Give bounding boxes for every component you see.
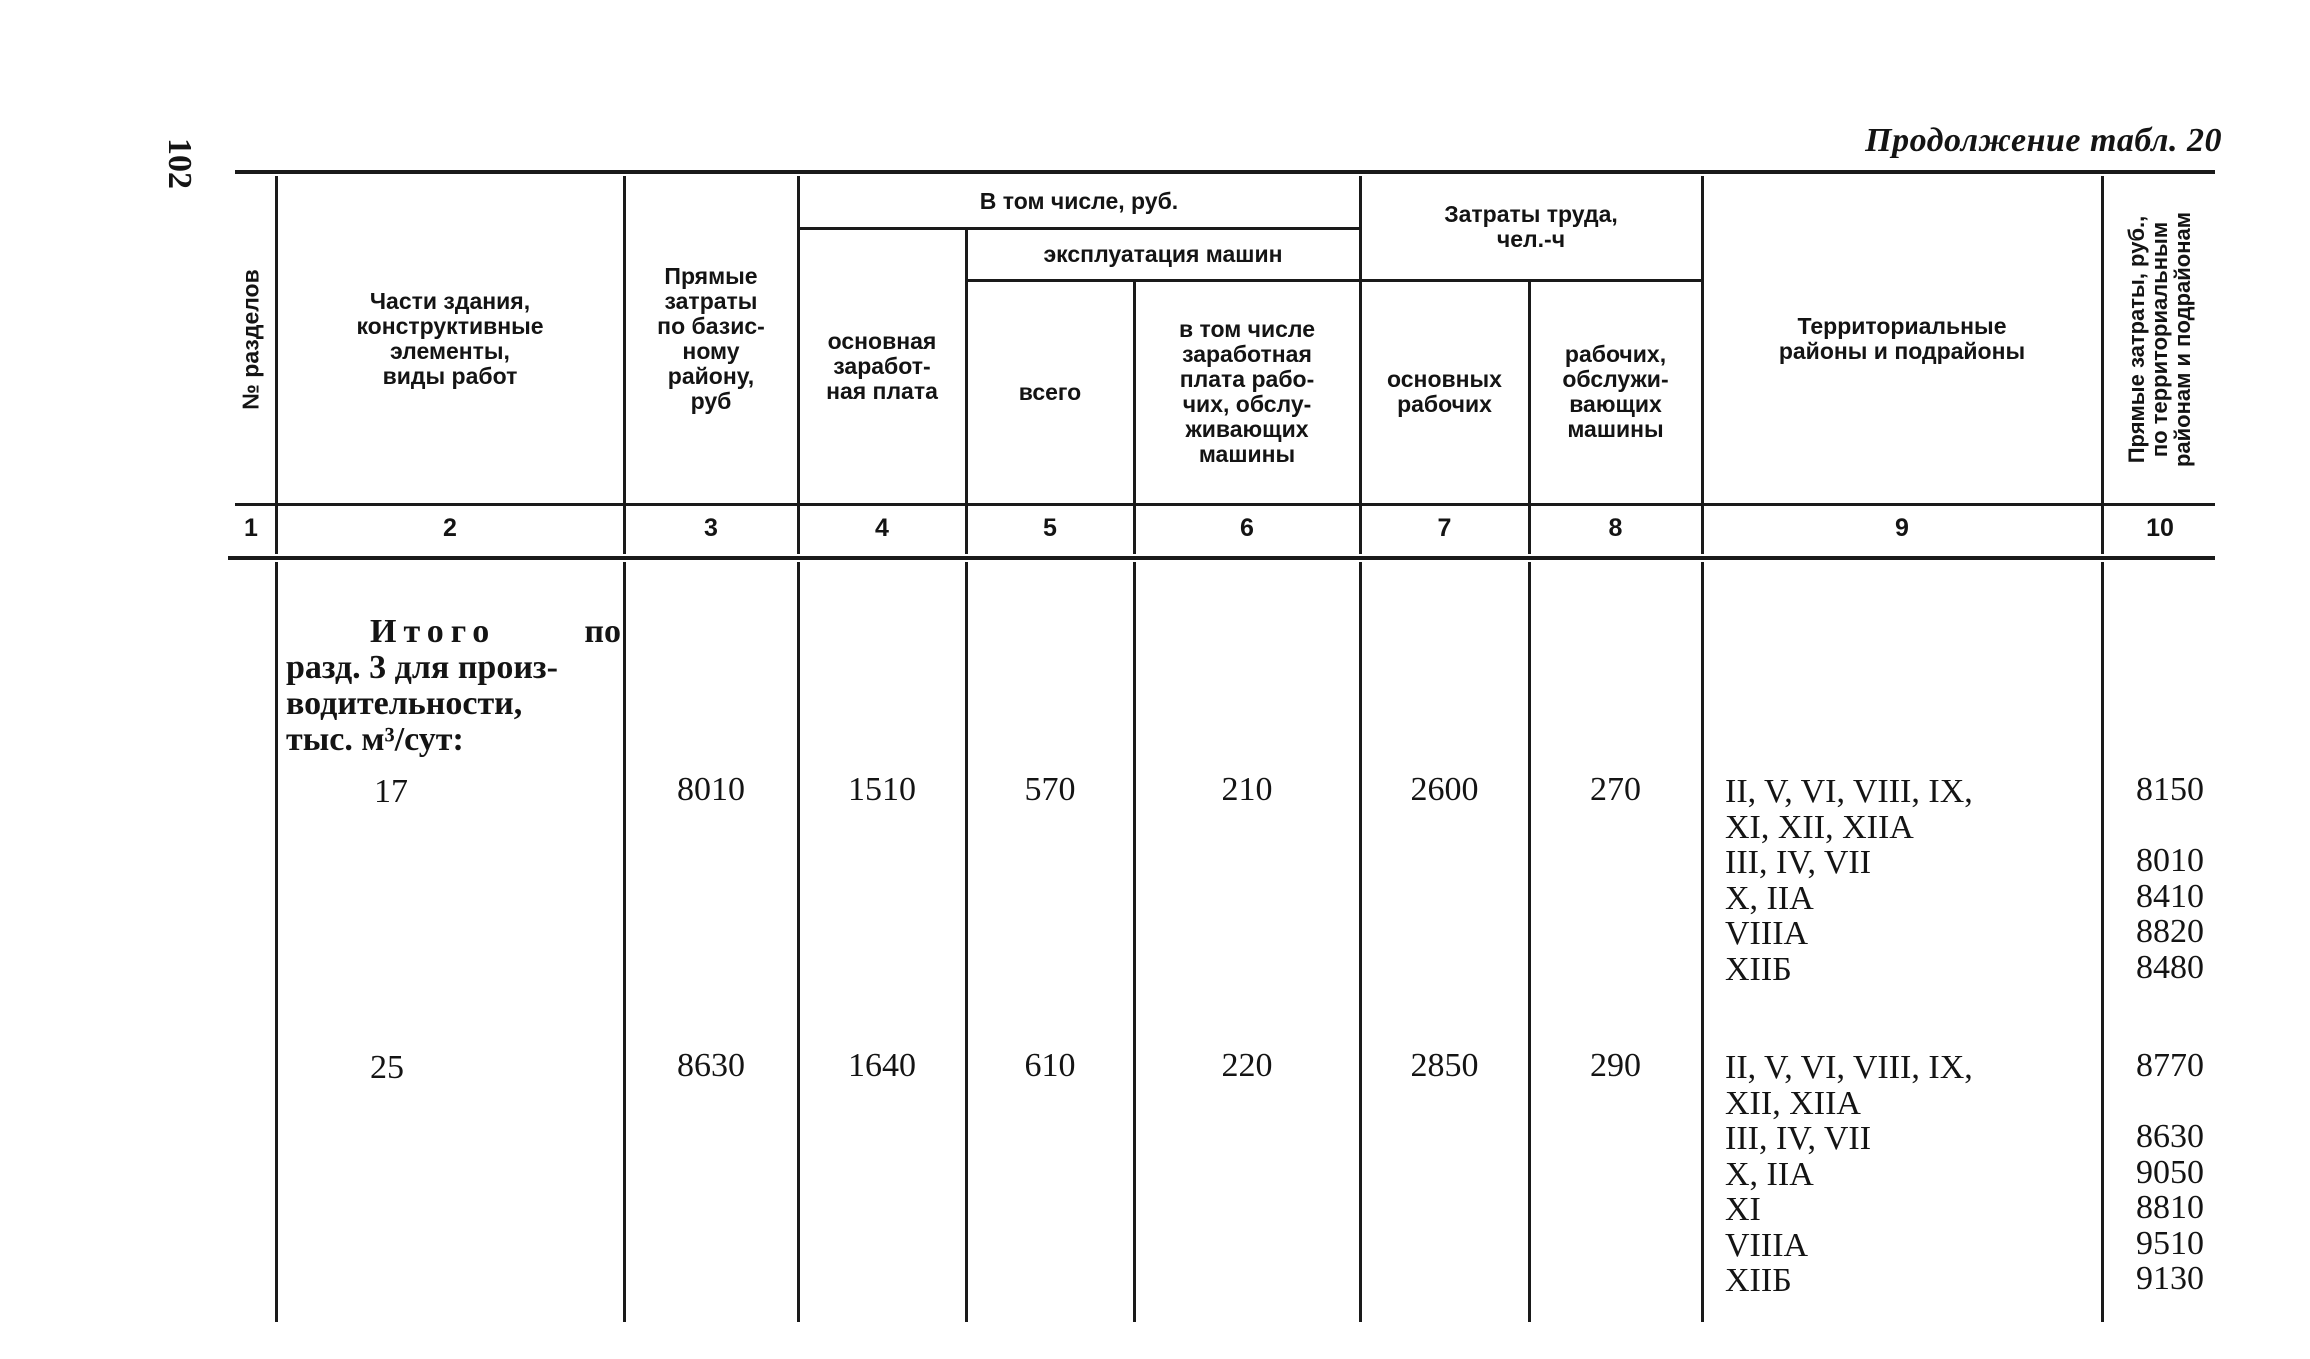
section-title-po: по bbox=[584, 613, 621, 650]
row2-region-costs: 8770 8630 9050 8810 9510 9130 bbox=[2136, 1047, 2204, 1297]
body-divider-7-8 bbox=[1528, 562, 1531, 1322]
header-col4: основная заработ- ная плата bbox=[826, 327, 938, 404]
header-col3: Прямые затраты по базис- ному району, руб bbox=[657, 263, 765, 414]
body-divider-3-4 bbox=[797, 562, 800, 1322]
colnum-5: 5 bbox=[1043, 514, 1057, 542]
section-title-rest: разд. 3 для произ- водительности, тыс. м³/сут: bbox=[286, 649, 558, 758]
col-divider-8-9 bbox=[1701, 176, 1704, 554]
colnum-bottom-rule bbox=[228, 556, 2215, 560]
header-col10-wrapper bbox=[2105, 176, 2215, 502]
header-group-machines: эксплуатация машин bbox=[1043, 240, 1283, 267]
colnum-2: 2 bbox=[443, 514, 457, 542]
col-divider-2-3 bbox=[623, 176, 626, 554]
row2-capacity: 25 bbox=[370, 1049, 404, 1086]
row2-direct-cost: 8630 bbox=[677, 1047, 745, 1084]
col-divider-9-10 bbox=[2101, 176, 2104, 554]
body-divider-4-5 bbox=[965, 562, 968, 1322]
row1-labor-main: 2600 bbox=[1410, 771, 1479, 808]
page-number: 102 bbox=[161, 138, 198, 189]
header-col6: в том числе заработная плата рабо- чих, обслу- живающих машины bbox=[1178, 316, 1316, 467]
row2-labor-main: 2850 bbox=[1410, 1047, 1479, 1084]
row1-labor-machine: 270 bbox=[1590, 771, 1641, 808]
header-col1: № разделов bbox=[237, 268, 264, 410]
row1-base-wage: 1510 bbox=[848, 771, 916, 808]
row2-machines-wage: 220 bbox=[1221, 1047, 1273, 1084]
colnum-3: 3 bbox=[704, 514, 718, 542]
colnum-8: 8 bbox=[1608, 514, 1623, 542]
header-col9: Территориальные районы и подрайоны bbox=[1778, 313, 2026, 364]
colnum-1: 1 bbox=[244, 514, 258, 542]
header-group-incl: В том числе, руб. bbox=[979, 187, 1179, 214]
section-title-first-line bbox=[286, 614, 621, 650]
section-title bbox=[286, 614, 621, 758]
table-top-rule bbox=[235, 170, 2215, 174]
table-caption: Продолжение табл. 20 bbox=[1865, 122, 2222, 159]
row1-machines-wage: 210 bbox=[1221, 771, 1273, 808]
row2-labor-machine: 290 bbox=[1590, 1047, 1641, 1084]
col-divider-1-2 bbox=[275, 176, 278, 554]
header-col7: основных рабочих bbox=[1387, 366, 1502, 417]
row2-base-wage: 1640 bbox=[848, 1047, 916, 1084]
body-divider-9-10 bbox=[2101, 562, 2104, 1322]
col-divider-3-4 bbox=[797, 176, 800, 554]
row1-region-costs: 8150 8010 8410 8820 8480 bbox=[2136, 771, 2204, 986]
row2-machines-total: 610 bbox=[1024, 1047, 1076, 1084]
col-divider-7-8 bbox=[1528, 282, 1531, 554]
header-col5: всего bbox=[1018, 378, 1082, 405]
section-title-itogo: Итого bbox=[370, 613, 497, 650]
colnum-6: 6 bbox=[1240, 514, 1254, 542]
row1-capacity: 17 bbox=[374, 773, 408, 810]
header-bottom-rule bbox=[235, 503, 2215, 506]
colnum-10: 10 bbox=[2146, 514, 2174, 542]
col-divider-5-6 bbox=[1133, 282, 1136, 554]
col-divider-6-7 bbox=[1359, 176, 1362, 554]
header-col10: Прямые затраты, руб., по территориальным районам и подрайонам bbox=[2124, 211, 2196, 467]
colnum-4: 4 bbox=[875, 514, 889, 542]
header-col8: рабочих, обслужи- вающих машины bbox=[1562, 341, 1669, 442]
col-divider-4-5 bbox=[965, 230, 968, 554]
body-divider-5-6 bbox=[1133, 562, 1136, 1322]
body-divider-8-9 bbox=[1701, 562, 1704, 1322]
body-divider-2-3 bbox=[623, 562, 626, 1322]
header-group-labor: Затраты труда, чел.-ч bbox=[1444, 201, 1618, 252]
colnum-7: 7 bbox=[1437, 514, 1452, 542]
row1-direct-cost: 8010 bbox=[677, 771, 745, 808]
colnum-9: 9 bbox=[1895, 514, 1909, 542]
row2-regions: II, V, VI, VIII, IX, XII, XIIA III, IV, VII X, IIA XI VIIIA XIIБ bbox=[1725, 1049, 1973, 1299]
body-divider-1-2 bbox=[275, 562, 278, 1322]
header-col2: Части здания, конструктивные элементы, виды работ bbox=[356, 288, 544, 389]
row1-regions: II, V, VI, VIII, IX, XI, XII, XIIA III, IV, VII X, IIA VIIIA XIIБ bbox=[1725, 773, 1973, 988]
body-divider-6-7 bbox=[1359, 562, 1362, 1322]
row1-machines-total: 570 bbox=[1024, 771, 1076, 808]
header-col1-wrapper bbox=[228, 176, 274, 502]
